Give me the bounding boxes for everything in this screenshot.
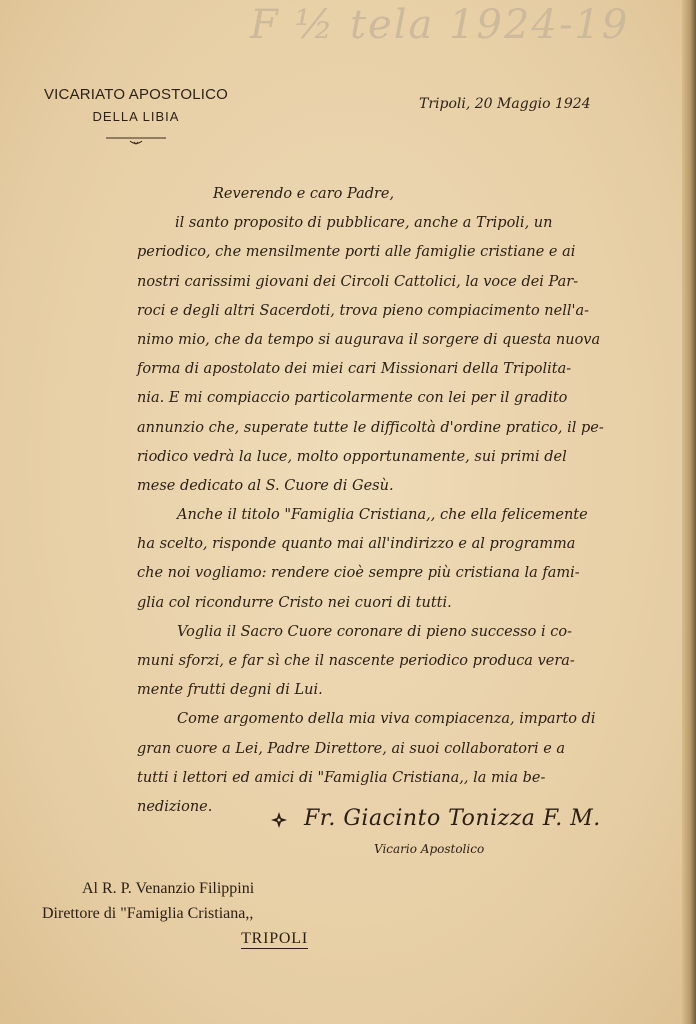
letterhead <box>36 86 236 124</box>
letter-line: muni sforzi, e far sì che il nascente periodico produca vera- <box>137 653 575 669</box>
letter-line: nostri carissimi giovani dei Circoli Cattolici, la voce dei Par- <box>137 273 579 290</box>
letter-line: riodico vedrà la luce, molto opportunamente, sui primi del <box>137 448 567 465</box>
page-edge <box>682 0 696 1024</box>
letter-line: glia col ricondurre Cristo nei cuori di tutti. <box>137 594 452 611</box>
dateline: Tripoli, 20 Maggio 1924 <box>419 96 591 112</box>
letter-line: Anche il titolo "Famiglia Cristiana,, che ella felicemente <box>177 507 588 524</box>
salutation: Reverendo e caro Padre, <box>213 186 395 202</box>
letter-line: forma di apostolato dei miei cari Missionari della Tripolita- <box>137 361 572 378</box>
address-line1: Al R. P. Venanzio Filippini <box>82 880 255 897</box>
letter-body <box>137 180 615 822</box>
letter-line: il santo proposito di pubblicare, anche a Tripoli, un <box>175 215 553 232</box>
letter-line: nimo mio, che da tempo si augurava il sorgere di questa nuova <box>137 331 601 348</box>
signature-name: Fr. Giacinto Tonizza F. M. <box>304 806 601 831</box>
ornament-divider <box>106 134 166 146</box>
letter-line: ha scelto, risponde quanto mai all'indirizzo e al programma <box>137 536 576 553</box>
letterhead-line1: VICARIATO APOSTOLICO <box>43 86 229 103</box>
letter-line: periodico, che mensilmente porti alle famiglie cristiane e ai <box>137 244 576 261</box>
letter-line: che noi vogliamo: rendere cioè sempre più cristiana la fami- <box>137 565 580 582</box>
address-city: TRIPOLI <box>241 930 308 947</box>
letter-line: tutti i lettori ed amici di "Famiglia Cristiana,, la mia be- <box>137 769 546 786</box>
letter-line: Come argomento della mia viva compiacenza, imparto di <box>177 711 596 728</box>
letter-line: nedizione. <box>137 798 213 815</box>
letter-line: mente frutti degni di Lui. <box>137 682 323 699</box>
letter-line: nia. E mi compiaccio particolarmente con lei per il gradito <box>137 390 568 407</box>
letter-line: mese dedicato al S. Cuore di Gesù. <box>137 477 394 494</box>
address-block <box>42 876 308 951</box>
pencil-annotation: F ½ tela 1924-19 <box>250 2 630 48</box>
letter-line: annunzio che, superate tutte le difficoltà d'ordine pratico, il pe- <box>137 419 604 436</box>
cross-icon <box>270 811 288 829</box>
letter-line: roci e degli altri Sacerdoti, trova pieno compiacimento nell'a- <box>137 302 590 319</box>
address-line2: Direttore di "Famiglia Cristiana,, <box>42 905 254 922</box>
letterhead-line2: DELLA LIBIA <box>92 109 180 124</box>
signature-title: Vicario Apostolico <box>374 842 485 856</box>
letter-line: gran cuore a Lei, Padre Direttore, ai suoi collaboratori e a <box>137 740 566 757</box>
letter-line: Voglia il Sacro Cuore coronare di pieno successo i co- <box>177 623 572 640</box>
